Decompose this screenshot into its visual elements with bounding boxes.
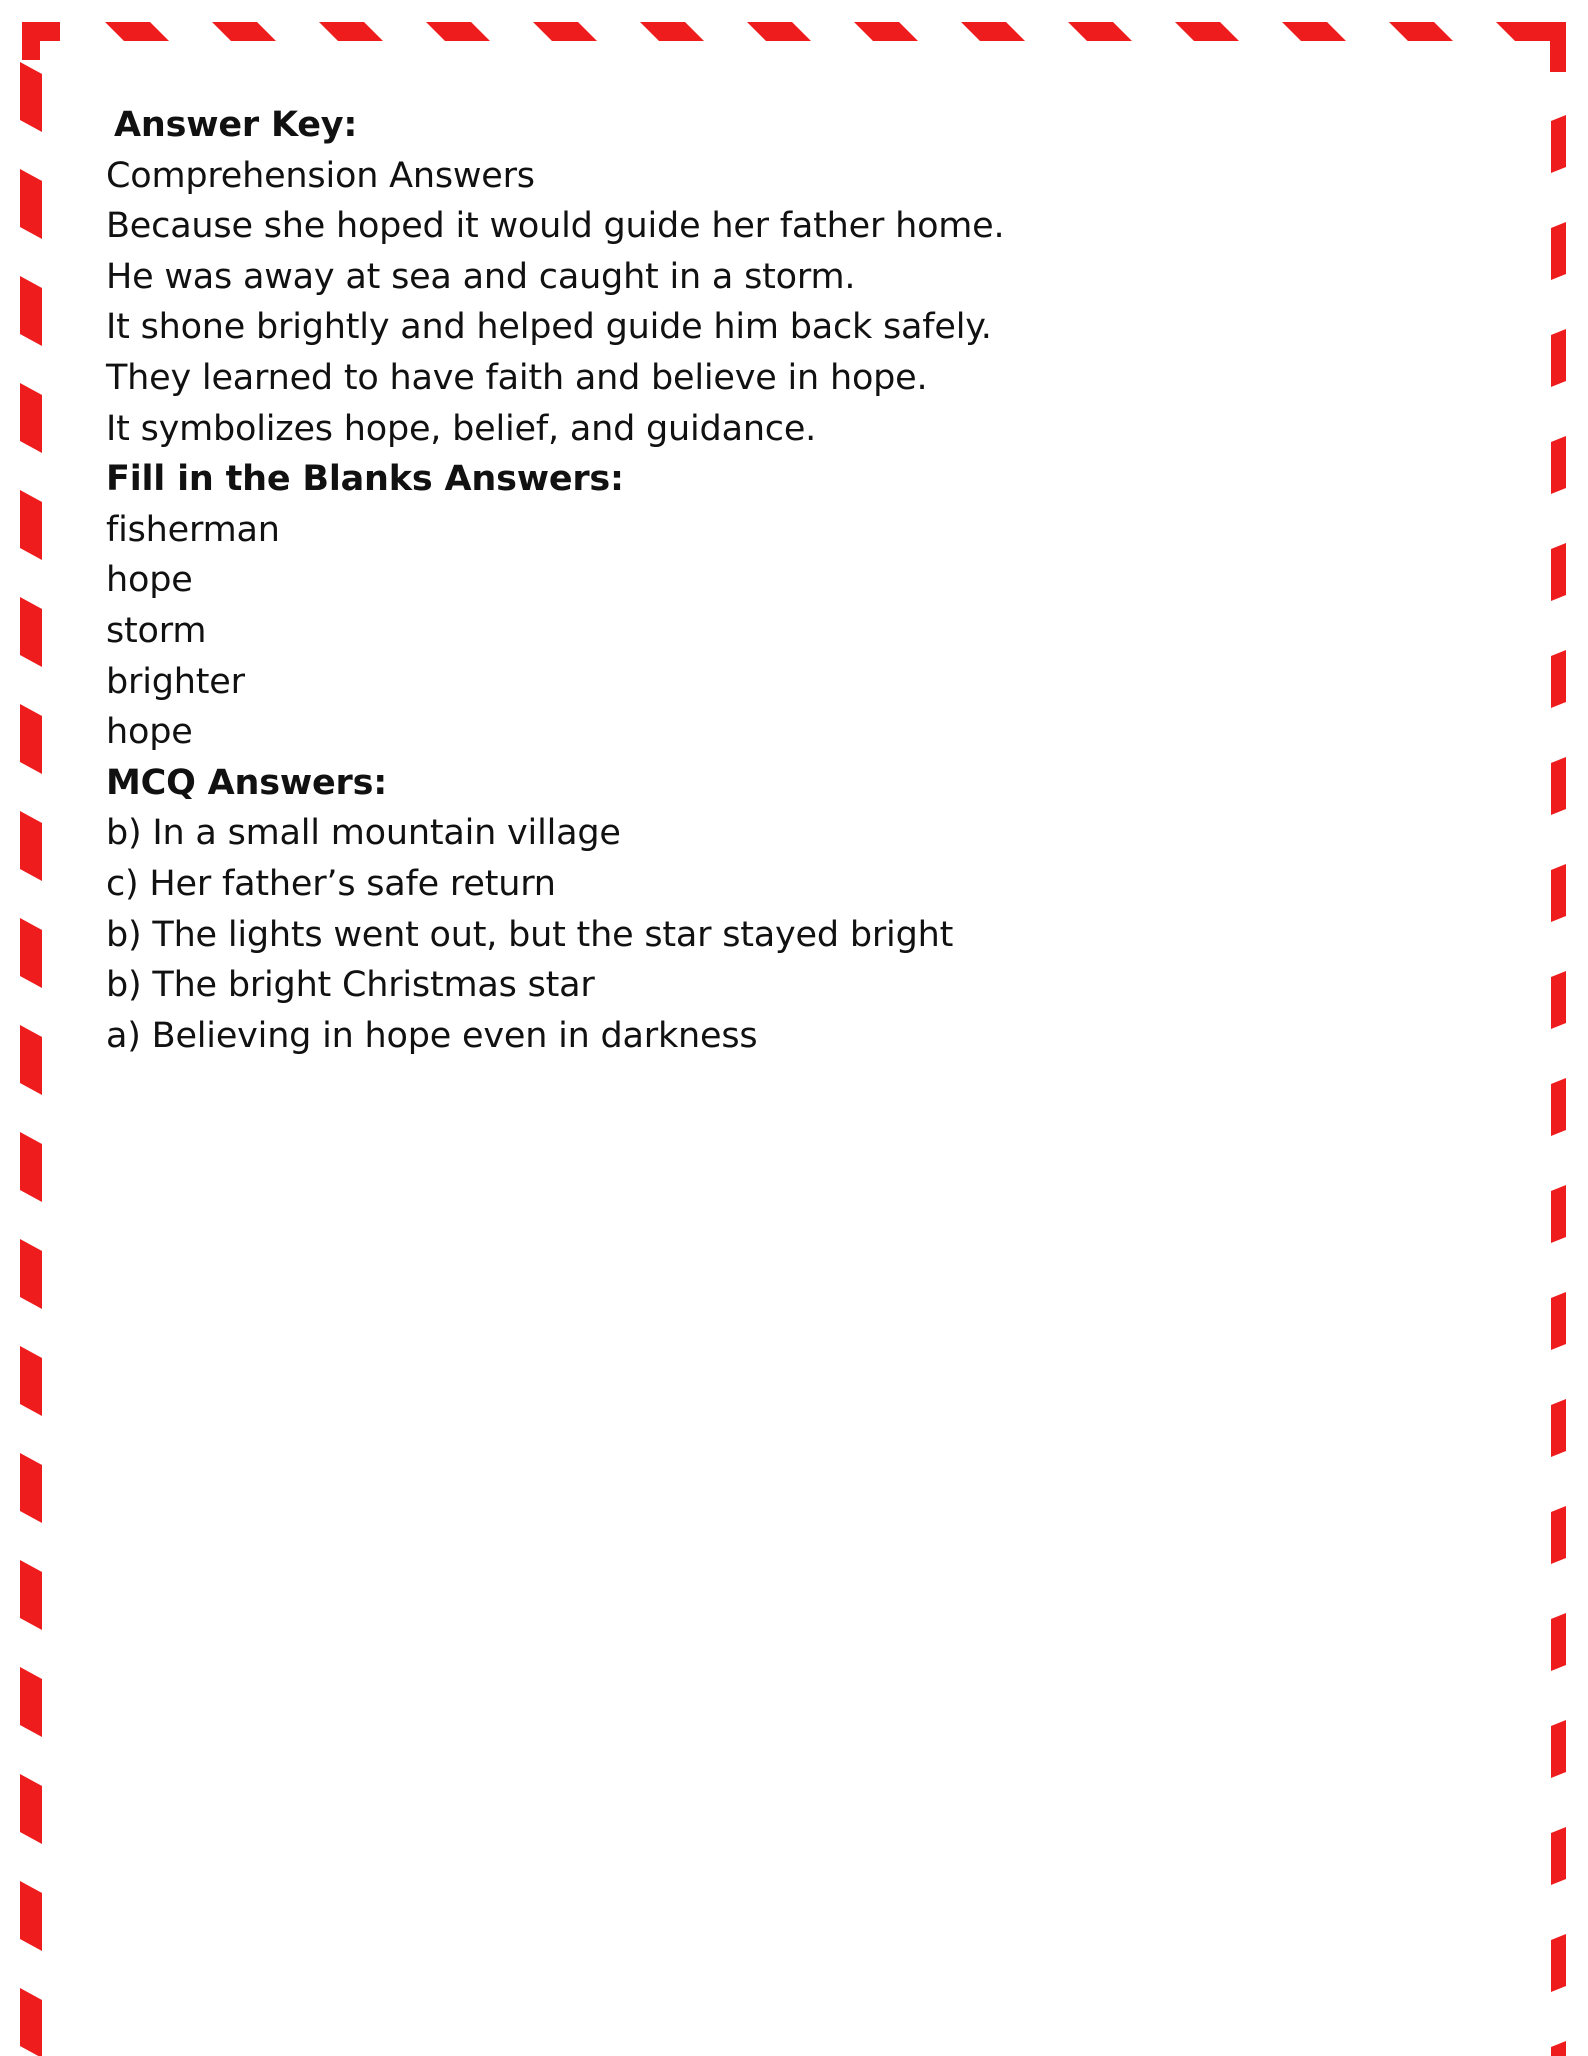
border-dash-top-8: [961, 22, 1025, 41]
border-dash-left-18: [20, 1988, 42, 2056]
border-dash-left-3: [20, 383, 42, 453]
border-dash-right-15: [1551, 1720, 1566, 1778]
border-dash-right-4: [1551, 543, 1566, 601]
border-dash-left-16: [20, 1774, 42, 1844]
border-dash-top-7: [854, 22, 918, 41]
answer-key-title: Answer Key:: [114, 105, 358, 145]
border-dash-left-17: [20, 1881, 42, 1951]
mcq-answer-4: b) The bright Christmas star: [106, 965, 595, 1006]
border-dash-top-4: [533, 22, 597, 41]
border-dash-top-11: [1282, 22, 1346, 41]
border-dash-left-8: [20, 918, 42, 988]
comprehension-answer-3: It shone brightly and helped guide him back safely.: [106, 307, 992, 348]
border-dash-top-3: [426, 22, 490, 41]
border-dash-right-9: [1551, 1078, 1566, 1136]
border-dash-top-6: [747, 22, 811, 41]
border-dash-left-14: [20, 1560, 42, 1630]
border-dash-top-1: [212, 22, 276, 41]
comprehension-answer-4: They learned to have faith and believe in hope.: [106, 357, 928, 398]
fill-blank-answer-2: hope: [106, 560, 193, 601]
mcq-answer-5: a) Believing in hope even in darkness: [106, 1015, 758, 1056]
comprehension-heading: Comprehension Answers: [106, 155, 535, 196]
answer-key-content: [106, 100, 1486, 1061]
border-dash-left-10: [20, 1132, 42, 1202]
border-dash-top-10: [1175, 22, 1239, 41]
border-dash-right-14: [1551, 1613, 1566, 1671]
border-dash-left-13: [20, 1453, 42, 1523]
border-dash-right-1: [1551, 222, 1566, 280]
border-dash-left-7: [20, 811, 42, 881]
border-dash-top-12: [1389, 22, 1453, 41]
border-dash-top-9: [1068, 22, 1132, 41]
border-dash-top-5: [640, 22, 704, 41]
border-dash-right-13: [1551, 1506, 1566, 1564]
border-dash-left-15: [20, 1667, 42, 1737]
mcq-answer-1: b) In a small mountain village: [106, 813, 621, 854]
border-dash-left-9: [20, 1025, 42, 1095]
fill-blank-answer-1: fisherman: [106, 509, 280, 550]
fill-blank-answer-4: brighter: [106, 661, 245, 702]
border-dash-left-6: [20, 704, 42, 774]
border-dash-right-11: [1551, 1292, 1566, 1350]
border-dash-right-8: [1551, 971, 1566, 1029]
border-dash-top-2: [319, 22, 383, 41]
border-dash-left-11: [20, 1239, 42, 1309]
border-dash-left-4: [20, 490, 42, 560]
fill-blank-answer-3: storm: [106, 610, 207, 651]
comprehension-answer-1: Because she hoped it would guide her father home.: [106, 206, 1005, 247]
comprehension-answer-5: It symbolizes hope, belief, and guidance.: [106, 408, 817, 449]
mcq-answer-2: c) Her father’s safe return: [106, 863, 556, 904]
border-dash-left-1: [20, 169, 42, 239]
fill-blank-answer-5: hope: [106, 712, 193, 753]
border-dash-right-6: [1551, 757, 1566, 815]
fill-blanks-heading: Fill in the Blanks Answers:: [106, 459, 624, 500]
border-dash-top-0: [105, 22, 169, 41]
border-dash-left-0: [20, 62, 42, 132]
border-corner-top-right: [1512, 22, 1566, 72]
border-dash-right-16: [1551, 1827, 1566, 1885]
border-dash-right-7: [1551, 864, 1566, 922]
border-dash-right-0: [1551, 115, 1566, 173]
mcq-answer-3: b) The lights went out, but the star stayed bright: [106, 914, 954, 955]
border-dash-right-2: [1551, 329, 1566, 387]
border-dash-right-3: [1551, 436, 1566, 494]
border-dash-left-2: [20, 276, 42, 346]
border-dash-right-10: [1551, 1185, 1566, 1243]
border-dash-left-5: [20, 597, 42, 667]
border-dash-left-12: [20, 1346, 42, 1416]
border-dash-right-18: [1551, 2041, 1566, 2056]
border-corner-top-left: [22, 22, 60, 60]
border-dash-right-17: [1551, 1934, 1566, 1992]
border-dash-right-5: [1551, 650, 1566, 708]
border-dash-right-12: [1551, 1399, 1566, 1457]
comprehension-answer-2: He was away at sea and caught in a storm.: [106, 256, 856, 297]
mcq-heading: MCQ Answers:: [106, 762, 388, 803]
